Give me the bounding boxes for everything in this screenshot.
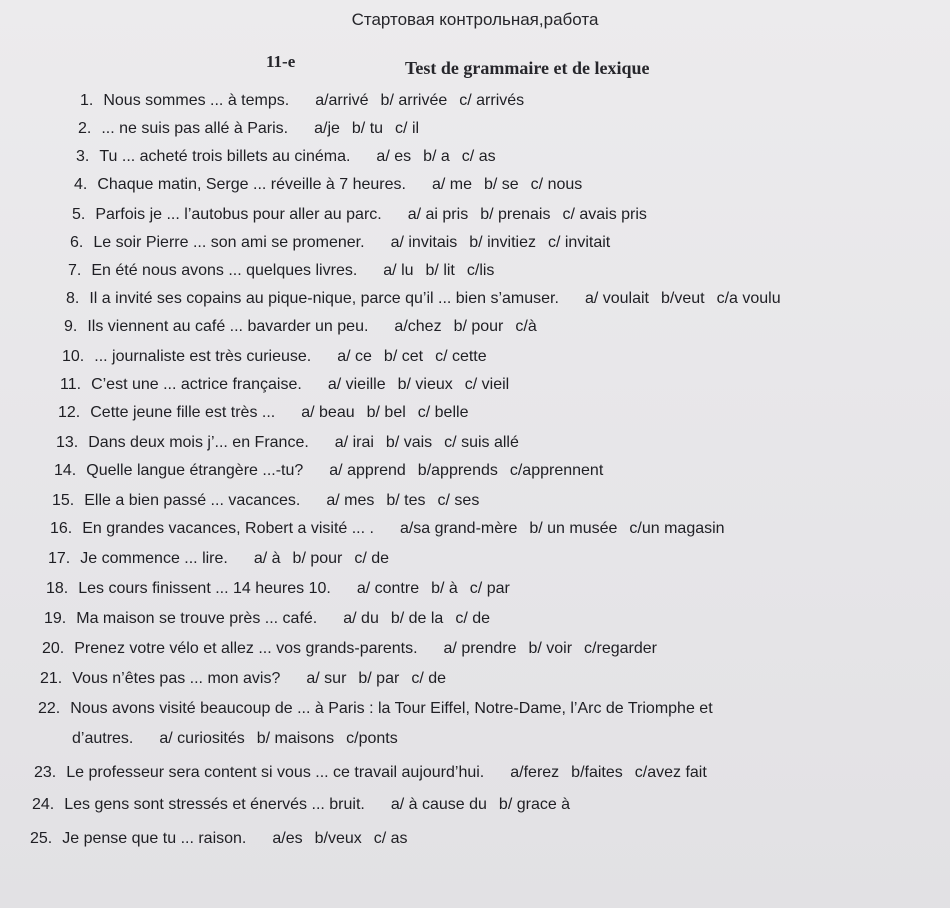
question-item [42, 640, 669, 658]
question-item [34, 764, 719, 782]
question-item [50, 520, 737, 538]
answer-option: c/apprennent [509, 462, 604, 479]
question-item [70, 234, 622, 252]
answer-option: b/ vais [385, 434, 433, 451]
answer-options [510, 764, 719, 782]
answer-option: c/lis [466, 262, 495, 279]
answer-option: a/chez [394, 318, 442, 335]
answer-option: b/ à [431, 580, 458, 597]
question-text: Prenez votre vélo et allez ... vos grands-parents. [74, 640, 418, 657]
answer-option: b/ grace à [498, 796, 571, 813]
answer-option: a/ voulait [584, 290, 649, 307]
answer-option: a/ me [431, 176, 472, 193]
answer-options [343, 610, 502, 628]
answer-option: a/ à cause du [390, 796, 487, 813]
answer-option: a/ apprend [329, 462, 406, 479]
answer-option: c/ as [461, 148, 496, 165]
question-text: C’est une ... actrice française. [91, 376, 302, 393]
question-number: 17. [48, 550, 71, 567]
answer-options [306, 670, 458, 688]
answer-option: b/ par [358, 670, 400, 687]
answer-options [391, 796, 582, 814]
question-text: Cette jeune fille est très ... [90, 404, 276, 421]
question-number: 9. [64, 318, 78, 335]
answer-option: c/ par [469, 580, 510, 597]
question-number: 2. [78, 120, 92, 137]
answer-option: c/ nous [530, 176, 583, 193]
question-text: Quelle langue étrangère ...-tu? [86, 462, 304, 479]
question-item [38, 700, 713, 718]
answer-option: b/ tes [386, 492, 426, 509]
question-number: 1. [80, 92, 94, 109]
answer-option: b/ a [423, 148, 450, 165]
answer-option: b/ se [483, 176, 519, 193]
answer-option: a/ contre [356, 580, 420, 597]
question-item [72, 730, 410, 748]
answer-option: a/ à [253, 550, 281, 567]
question-text: Je pense que tu ... raison. [62, 830, 247, 847]
question-item [62, 348, 499, 366]
question-item [30, 830, 420, 848]
question-text: Elle a bien passé ... vacances. [84, 492, 301, 509]
answer-option: c/ belle [417, 404, 469, 421]
answer-option: a/ ai pris [407, 206, 469, 223]
answer-option: c/ cette [435, 348, 487, 365]
question-number: 19. [44, 610, 67, 627]
question-item [68, 262, 506, 280]
question-text: En grandes vacances, Robert a visité ... . [82, 520, 374, 537]
answer-option: b/veux [314, 830, 362, 847]
answer-option: c/à [515, 318, 537, 335]
answer-option: a/sa grand-mère [399, 520, 518, 537]
answer-option: a/ irai [334, 434, 374, 451]
answer-option: c/ arrivés [459, 92, 525, 109]
answer-option: c/ suis allé [444, 434, 519, 451]
question-item [32, 796, 582, 814]
answer-option: c/ invitait [547, 234, 611, 251]
answer-option: c/un magasin [629, 520, 725, 537]
question-text: Tu ... acheté trois billets au cinéma. [99, 148, 351, 165]
question-number: 14. [54, 462, 77, 479]
question-item [56, 434, 531, 452]
question-text: d’autres. [72, 730, 134, 747]
question-number: 3. [76, 148, 90, 165]
question-number: 12. [58, 404, 81, 421]
question-number: 22. [38, 700, 61, 717]
question-text: Ils viennent au café ... bavarder un peu. [87, 318, 369, 335]
answer-options [337, 348, 498, 366]
question-number: 16. [50, 520, 73, 537]
answer-option: b/ maisons [256, 730, 335, 747]
answer-options [400, 520, 737, 538]
answer-options [272, 830, 419, 848]
question-item [60, 376, 521, 394]
question-number: 8. [66, 290, 80, 307]
question-text: Chaque matin, Serge ... réveille à 7 heures. [97, 176, 406, 193]
question-text: ... ne suis pas allé à Paris. [101, 120, 289, 137]
answer-options [315, 92, 536, 110]
answer-options [391, 234, 623, 252]
question-text: Vous n’êtes pas ... mon avis? [72, 670, 281, 687]
answer-option: a/ferez [510, 764, 560, 781]
answer-option: a/ invitais [390, 234, 458, 251]
answer-option: b/ arrivée [380, 92, 448, 109]
answer-options [394, 318, 548, 336]
answer-options [376, 148, 507, 166]
question-number: 20. [42, 640, 65, 657]
answer-options [432, 176, 594, 194]
question-item [66, 290, 793, 308]
question-number: 7. [68, 262, 82, 279]
answer-option: c/ vieil [464, 376, 510, 393]
question-number: 10. [62, 348, 85, 365]
question-item [74, 176, 594, 194]
question-item [80, 92, 536, 110]
question-text: Nous sommes ... à temps. [103, 92, 290, 109]
answer-options [159, 730, 409, 748]
question-item [44, 610, 502, 628]
question-item [52, 492, 491, 510]
answer-option: c/ de [411, 670, 446, 687]
worksheet-subtitle: Стартовая контрольная,работа [351, 10, 599, 29]
question-item [48, 550, 401, 568]
question-number: 4. [74, 176, 88, 193]
question-number: 5. [72, 206, 86, 223]
answer-option: b/ pour [453, 318, 504, 335]
question-number: 23. [34, 764, 57, 781]
answer-option: a/je [314, 120, 340, 137]
question-text: Ma maison se trouve près ... café. [76, 610, 318, 627]
question-item [78, 120, 431, 138]
question-item [54, 462, 615, 480]
answer-option: a/es [272, 830, 303, 847]
answer-options [408, 206, 659, 224]
question-item [72, 206, 659, 224]
answer-option: a/ curiosités [159, 730, 245, 747]
question-item [58, 404, 480, 422]
question-number: 21. [40, 670, 63, 687]
answer-options [254, 550, 401, 568]
answer-options [335, 434, 531, 452]
question-text: Nous avons visité beaucoup de ... à Paris : la Tour Eiffel, Notre-Dame, l’Arc de Triomphe et [70, 700, 713, 717]
answer-options [328, 376, 521, 394]
question-text: ... journaliste est très curieuse. [94, 348, 312, 365]
question-text: Dans deux mois j’... en France. [88, 434, 309, 451]
answer-options [314, 120, 431, 138]
answer-option: c/ il [395, 120, 420, 137]
answer-option: b/ tu [351, 120, 384, 137]
answer-option: c/regarder [584, 640, 657, 657]
answer-option: b/ bel [366, 404, 406, 421]
question-text: Le professeur sera content si vous ... ce travail aujourd’hui. [66, 764, 485, 781]
answer-option: b/ un musée [529, 520, 618, 537]
answer-option: b/ vieux [397, 376, 453, 393]
answer-option: b/ cet [383, 348, 424, 365]
answer-option: b/ voir [528, 640, 573, 657]
question-text: Il a invité ses copains au pique-nique, parce qu’il ... bien s’amuser. [89, 290, 559, 307]
answer-option: c/ de [354, 550, 390, 567]
question-number: 25. [30, 830, 53, 847]
answer-option: c/ as [373, 830, 408, 847]
answer-option: c/ avais pris [562, 206, 647, 223]
answer-options [326, 492, 491, 510]
answer-option: a/ beau [301, 404, 355, 421]
question-number: 24. [32, 796, 55, 813]
answer-options [444, 640, 669, 658]
question-text: Les gens sont stressés et énervés ... bruit. [64, 796, 365, 813]
answer-option: a/arrivé [315, 92, 369, 109]
answer-option: a/ es [376, 148, 412, 165]
answer-options [585, 290, 793, 308]
question-item [76, 148, 508, 166]
answer-option: b/veut [661, 290, 705, 307]
question-item [64, 318, 549, 336]
answer-option: a/ ce [337, 348, 372, 365]
answer-option: a/ lu [383, 262, 414, 279]
answer-option: b/ de la [390, 610, 444, 627]
question-number: 15. [52, 492, 75, 509]
question-text: Le soir Pierre ... son ami se promener. [93, 234, 365, 251]
question-number: 13. [56, 434, 79, 451]
question-item [46, 580, 522, 598]
question-number: 11. [60, 376, 82, 393]
question-text: En été nous avons ... quelques livres. [91, 262, 358, 279]
question-text: Les cours finissent ... 14 heures 10. [78, 580, 331, 597]
answer-option: a/ mes [326, 492, 375, 509]
answer-option: b/faites [571, 764, 623, 781]
answer-option: a/ prendre [443, 640, 517, 657]
class-label: 11-е [266, 52, 296, 71]
answer-option: a/ sur [306, 670, 347, 687]
answer-options [301, 404, 480, 422]
answer-options [357, 580, 522, 598]
question-number: 18. [46, 580, 69, 597]
answer-option: b/ lit [425, 262, 455, 279]
answer-option: b/ invitiez [469, 234, 536, 251]
answer-option: b/ prenais [480, 206, 551, 223]
question-text: Parfois je ... l’autobus pour aller au parc. [95, 206, 382, 223]
answer-option: b/apprends [417, 462, 498, 479]
answer-option: c/ ses [437, 492, 480, 509]
question-number: 6. [70, 234, 84, 251]
answer-option: c/a voulu [716, 290, 781, 307]
answer-option: a/ vieille [327, 376, 386, 393]
question-text: Je commence ... lire. [80, 550, 228, 567]
test-title: Test de grammaire et de lexique [405, 58, 650, 78]
question-item [40, 670, 458, 688]
answer-option: b/ pour [292, 550, 343, 567]
answer-option: c/ de [455, 610, 491, 627]
answer-option: c/ponts [346, 730, 398, 747]
answer-option: a/ du [343, 610, 379, 627]
answer-options [383, 262, 506, 280]
answer-option: c/avez fait [634, 764, 707, 781]
answer-options [329, 462, 615, 480]
